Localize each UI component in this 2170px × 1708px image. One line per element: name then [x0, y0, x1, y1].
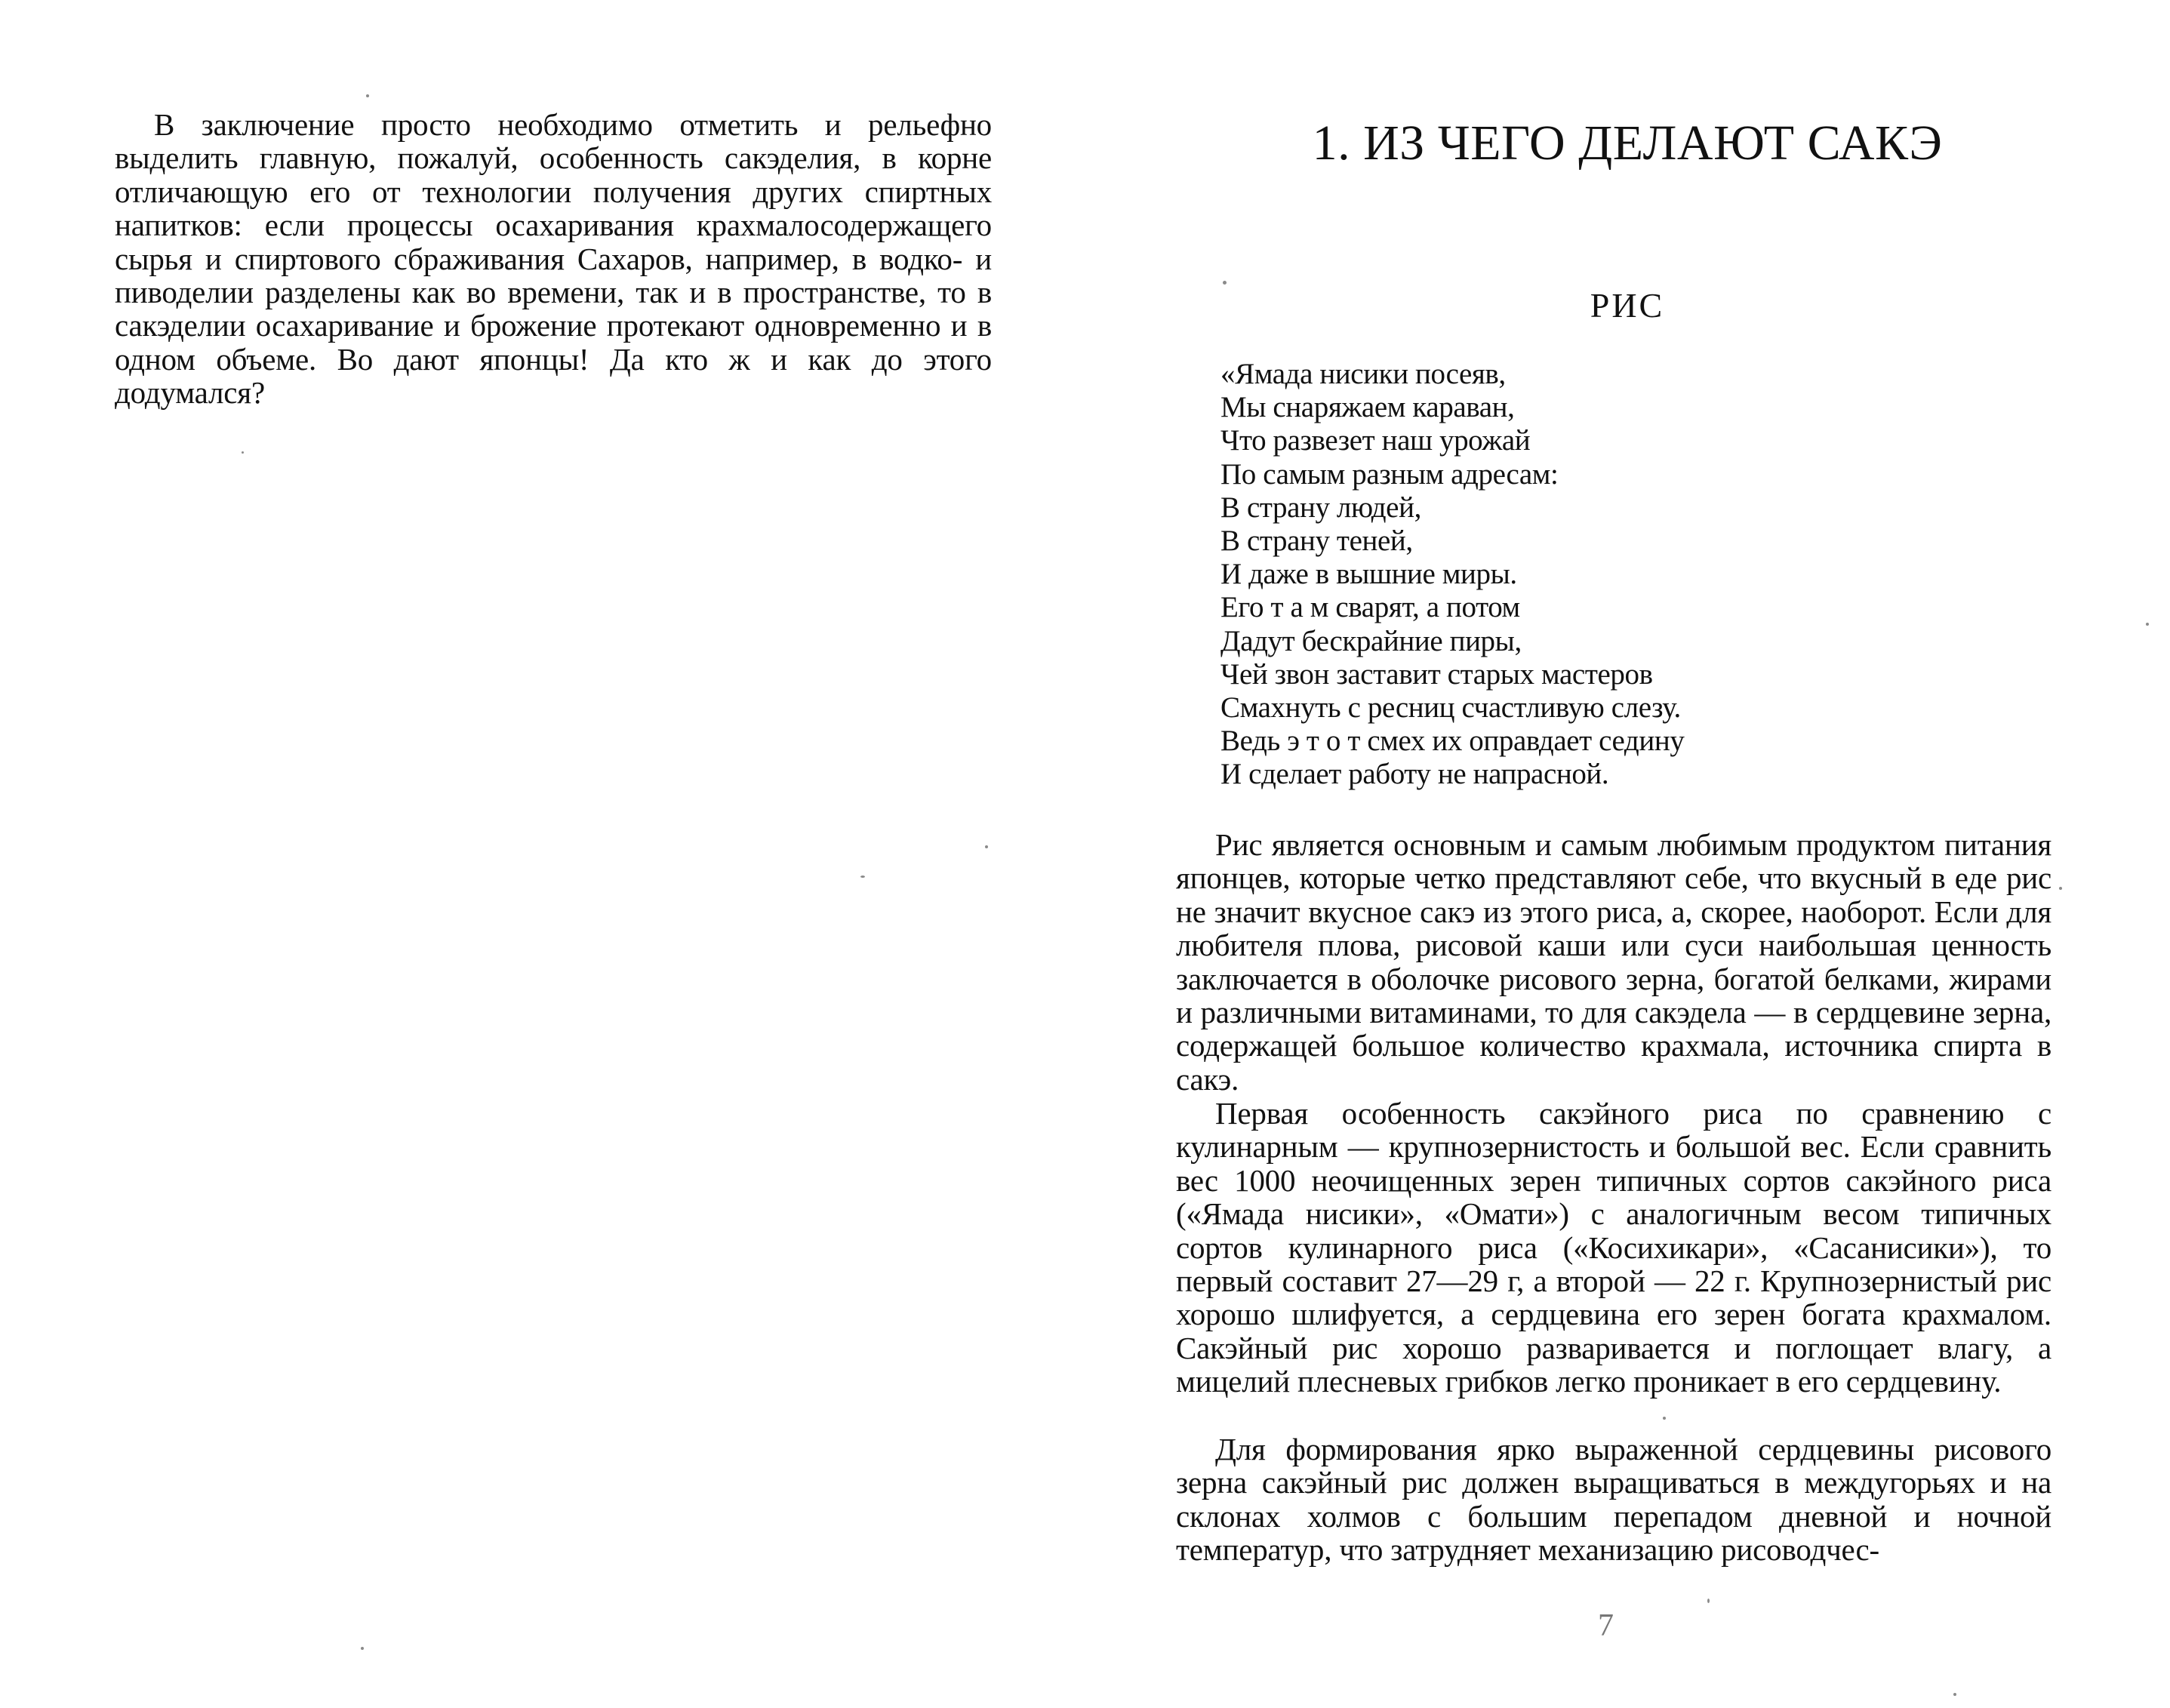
- scan-speck: [1707, 1599, 1710, 1603]
- scan-speck: [1223, 281, 1227, 285]
- poem-line: Его т а м сварят, а потом: [1220, 591, 1520, 624]
- poem-line: Чей звон заставит старых мастеров: [1220, 657, 1653, 691]
- body-paragraph: Первая особенность сакэйного риса по сравнению с кулинарным — крупнозернистость и большой вес. Если сравнить вес 1000 неочищенных зерен типичных сортов сакэйного риса («Ямада нисики», «Омати») с аналогичным весом типичных сортов кулинарного риса («Косихикари», «Сасанисики»), то первый составит 27—29 г, а второй — 22 г. Крупнозернистый рис хорошо шлифуется, а сердцевина его зерен богата крахмалом. Сакэйный рис хорошо разваривается и поглощает влагу, а мицелий плесневых грибков легко проникает в его сердцевину.: [1176, 1096, 2051, 1399]
- scan-speck: [1663, 1417, 1666, 1420]
- poem-line: Что развезет наш урожай: [1220, 424, 1531, 457]
- poem-line: В страну людей,: [1220, 491, 1421, 524]
- poem-line: Смахнуть с ресниц счастливую слезу.: [1220, 691, 1681, 725]
- scan-speck: [985, 845, 988, 848]
- scan-speck: [2059, 887, 2062, 890]
- page-number: 7: [1598, 1608, 1614, 1643]
- poem-line: Мы снаряжаем караван,: [1220, 391, 1515, 424]
- poem-line: Дадут бескрайние пиры,: [1220, 624, 1522, 657]
- poem-line: «Ямада нисики посеяв,: [1220, 358, 1506, 390]
- chapter-title: 1. ИЗ ЧЕГО ДЕЛАЮТ САКЭ: [1312, 115, 1943, 171]
- body-paragraph: Для формирования ярко выраженной сердцевины рисового зерна сакэйный рис должен выращиваться в междугорьях и на склонах холмов с большим перепадом дневной и ночной температур, что затрудняет механизацию рисоводчес-: [1176, 1432, 2051, 1568]
- scan-speck: [860, 876, 865, 878]
- poem-line: И даже в вышние миры.: [1220, 558, 1517, 591]
- scan-speck: [366, 94, 369, 97]
- body-paragraph: Рис является основным и самым любимым продуктом питания японцев, которые четко представляют себе, что вкусный в еде рис не значит вкусное сакэ из этого риса, а, скорее, наоборот. Если для любителя плова, рисовой каши или суси наибольшая ценность заключается в оболочке рисового зерна, богатой белками, жирами и различными витаминами, то для сакэдела — в сердцевине зерна, содержащей большое количество крахмала, источника спирта в сакэ.: [1176, 827, 2051, 1097]
- right-page: [1085, 0, 2170, 1708]
- section-title: РИС: [1590, 286, 1665, 325]
- poem-line: Ведь э т о т смех их оправдает седину: [1220, 725, 1685, 758]
- poem-line: По самым разным адресам:: [1220, 457, 1559, 491]
- poem-line: И сделает работу не напрасной.: [1220, 758, 1609, 791]
- scan-speck: [242, 451, 244, 454]
- poem-line: В страну теней,: [1220, 525, 1413, 558]
- scan-speck: [1953, 1693, 1956, 1696]
- scan-speck: [2146, 623, 2149, 626]
- scan-speck: [361, 1647, 364, 1650]
- epigraph-poem: [1220, 358, 1900, 792]
- left-page-paragraph: В заключение просто необходимо отметить и рельефно выделить главную, пожалуй, особенность сакэделия, в корне отличающую его от технологии получения других спиртных напитков: если процессы осахаривания крахмалосодержащего сырья и спиртового сбраживания Сахаров, например, в водко- и пиводелии разделены как во времени, так и в пространстве, то в сакэделии осахаривание и брожение протекают одновременно и в одном объеме. Во дают японцы! Да кто ж и как до этого додумался?: [115, 107, 992, 411]
